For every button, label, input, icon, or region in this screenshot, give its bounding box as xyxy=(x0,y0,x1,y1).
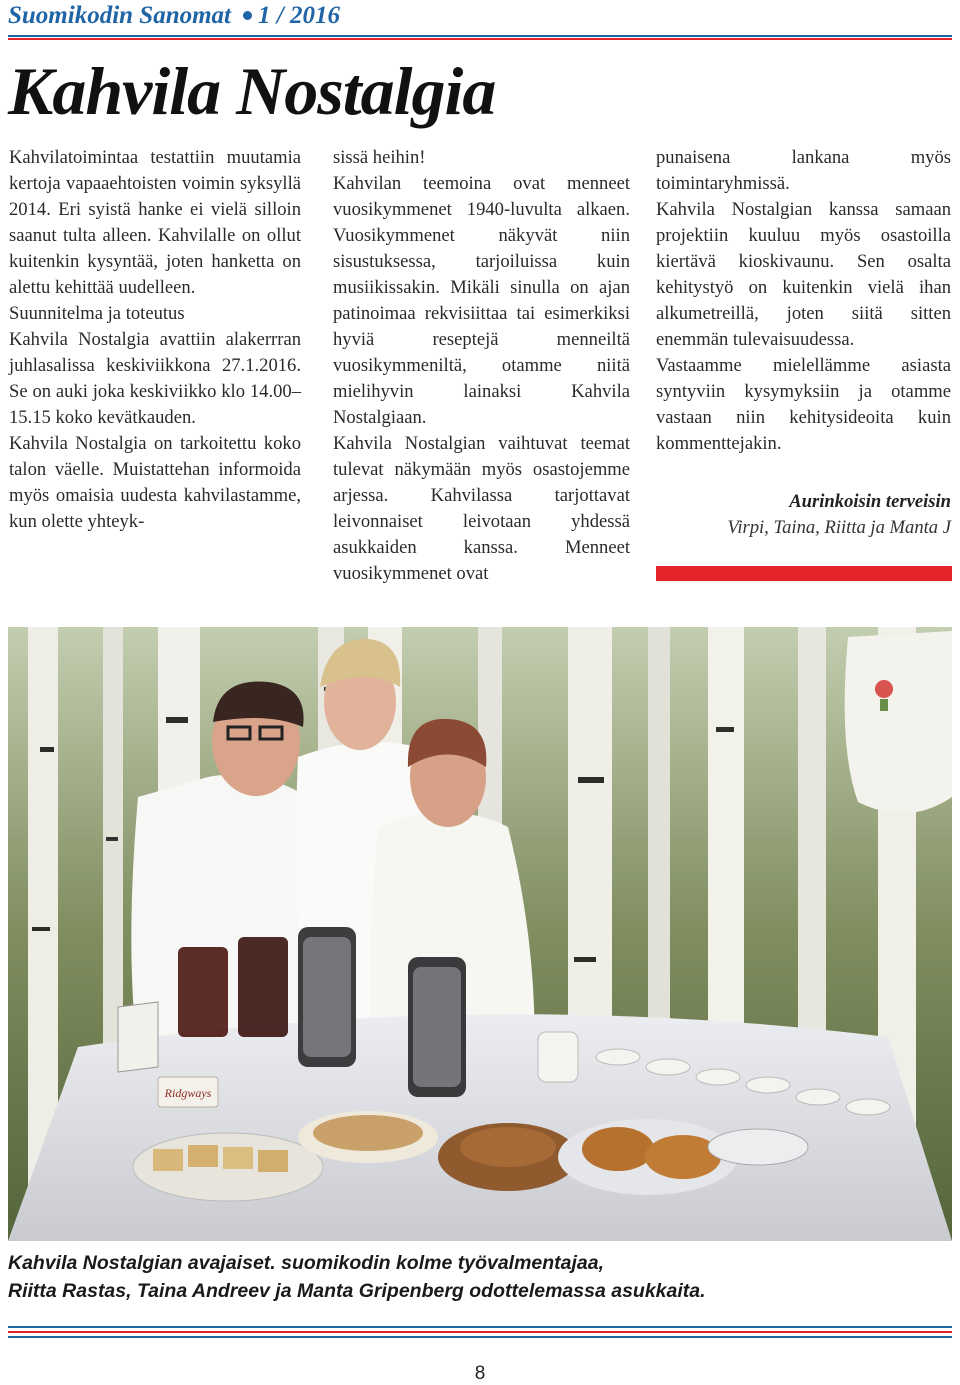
paragraph: Kahvilatoimintaa testattiin muutamia kertoja vapaaehtoisten voimin syksyllä 2014. Eri syistä hanke ei vielä silloin saanut tulta alleen. Kahvilalle on ollut kuitenkin kysyntää, joten hanketta on alettu kehittää uudelleen. xyxy=(9,147,301,298)
paragraph: Kahvila Nostalgian vaihtuvat teemat tulevat näkymään myös osastojemme arjessa. Kahvilassa tarjottavat leivonnaiset leivotaan yhdessä asukkaiden kanssa. Menneet vuosikymmenet ovat xyxy=(333,433,630,584)
bullet-dot-icon xyxy=(243,11,252,20)
page-number: 8 xyxy=(474,1363,486,1384)
tin-label: Ridgways xyxy=(164,1086,212,1100)
red-accent-bar xyxy=(656,566,952,581)
paragraph: Kahvila Nostalgian kanssa samaan projektiin kuuluu myös osastoilla kiertävä kioskivaunu. Sen osalta kehitystyö on kuitenkin vielä ihan alkumetreillä, joten siitä sitten enemmän tulevaisuudessa. xyxy=(656,199,951,350)
header-rule-red xyxy=(8,38,952,40)
publication-name: Suomikodin Sanomat xyxy=(8,2,231,29)
paragraph: sissä heihin! xyxy=(333,147,426,168)
hanging-embroidered-cloth xyxy=(845,631,952,813)
caption-line-1: Kahvila Nostalgian avajaiset. suomikodin kolme työvalmentajaa, xyxy=(8,1252,605,1274)
header-rule-blue xyxy=(8,35,952,37)
caption-line-2: Riitta Rastas, Taina Andreev ja Manta Gripenberg odottelemassa asukkaita. xyxy=(8,1280,706,1302)
footer-rule-blue xyxy=(8,1326,952,1328)
signoff-names: Virpi, Taina, Riitta ja Manta J xyxy=(727,517,951,538)
paragraph: Kahvila Nostalgia avattiin alakerrran juhlasalissa keskiviikkona 27.1.2016. Se on auki joka keskiviikko klo 14.00–15.15 koko kevätkauden. xyxy=(9,329,301,428)
signoff-greeting: Aurinkoisin terveisin xyxy=(789,491,951,512)
paragraph: Kahvila Nostalgia on tarkoitettu koko talon väelle. Muistattehan informoida myös omaisia uudesta kahvilastamme, kun olette yhteyk- xyxy=(9,433,301,532)
issue-number: 1 / 2016 xyxy=(258,2,340,29)
ridgways-tin xyxy=(158,1077,218,1107)
subheading: Suunnitelma ja toteutus xyxy=(9,303,185,324)
table-sign xyxy=(118,1002,158,1072)
paragraph: Kahvilan teemoina ovat menneet vuosikymmenet 1940-luvulta alkaen. Vuosikymmenet näkyvät niin sisustuksessa, tarjoiluissa kuin musiikissakin. Mikäli sinulla on ajan patinoimaa rekvisiittaa tai esimerkiksi hyviä reseptejä menneiltä vuosikymmeniltä, otamme niitä mielihyvin lainaksi Kahvila Nostalgiaan. xyxy=(333,173,630,428)
signoff xyxy=(656,489,951,541)
paragraph: punaisena lankana myös toimintaryhmissä. xyxy=(656,147,951,194)
paragraph: Vastaamme mielellämme asiasta syntyviin kysymyksiin ja otamme vastaan niin kehitysideoita kuin kommenttejakin. xyxy=(656,355,951,454)
footer-rule-blue-2 xyxy=(8,1336,952,1338)
article-photo xyxy=(8,627,952,1241)
photo-caption xyxy=(8,1249,706,1305)
article-column-3 xyxy=(656,145,951,541)
article-title: Kahvila Nostalgia xyxy=(8,53,496,129)
article-column-1 xyxy=(9,145,301,535)
cafe-opening-photo xyxy=(8,627,952,1241)
masthead xyxy=(8,2,340,30)
footer-rule-red xyxy=(8,1331,952,1333)
article-column-2 xyxy=(333,145,630,587)
